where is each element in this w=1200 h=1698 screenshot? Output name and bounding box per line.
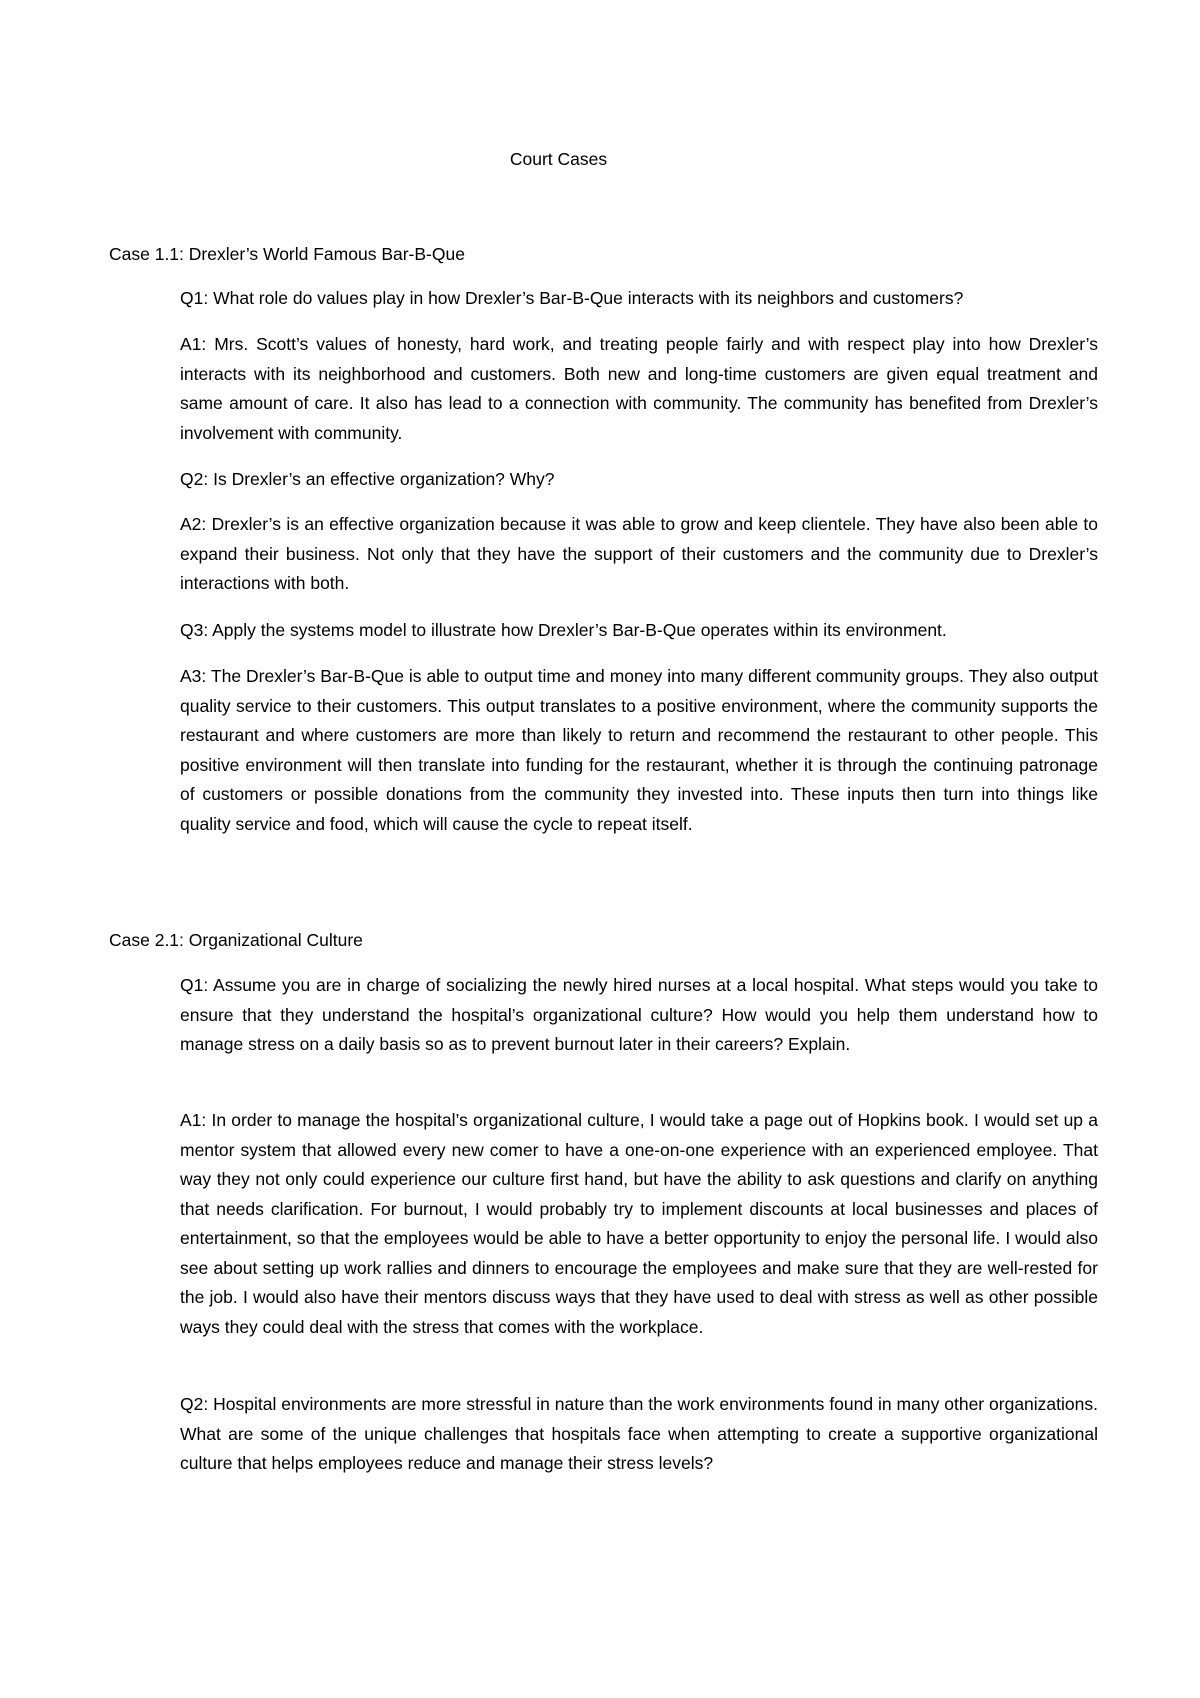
answer-text: Mrs. Scott’s values of honesty, hard work, and treating people fairly and with respect play into how Drexler’s interacts with its neighborhood and customers. Both new and long-time customers are given equal treatment and same amount of care. It also has lead to a connection with community. The community has benefited from Drexler’s involvement with community. xyxy=(180,334,1098,443)
question-label: Q1: xyxy=(180,975,209,995)
question-text: Assume you are in charge of socializing the newly hired nurses at a local hospital. What steps would you take to ensure that they understand the hospital’s organizational culture? How would you help them understand how to manage stress on a daily basis so as to prevent burnout later in their careers? Explain. xyxy=(180,975,1098,1054)
answer-1-1-a2 xyxy=(180,510,1098,599)
question-label: Q2: xyxy=(180,1394,209,1414)
answer-1-1-a1 xyxy=(180,330,1098,448)
answer-1-1-a3 xyxy=(180,662,1098,839)
case-heading-1-1: Case 1.1: Drexler’s World Famous Bar-B-Que xyxy=(109,244,465,264)
answer-2-1-a1 xyxy=(180,1106,1098,1342)
question-text: What role do values play in how Drexler’s Bar-B-Que interacts with its neighbors and customers? xyxy=(213,288,964,308)
answer-label: A3: xyxy=(180,666,207,686)
question-2-1-q1 xyxy=(180,971,1098,1060)
question-1-1-q2 xyxy=(180,465,1098,495)
answer-text: In order to manage the hospital’s organizational culture, I would take a page out of Hopkins book. I would set up a mentor system that allowed every new comer to have a one-on-one experience with an experienced employee. That way they not only could experience our culture first hand, but have the ability to ask questions and clarify on anything that needs clarification. For burnout, I would probably try to implement discounts at local businesses and places of entertainment, so that the employees would be able to have a better opportunity to enjoy the personal life. I would also see about setting up work rallies and dinners to encourage the employees and make sure that they are well-rested for the job. I would also have their mentors discuss ways that they have used to deal with stress as well as other possible ways they could deal with the stress that comes with the workplace. xyxy=(180,1110,1098,1337)
case-heading-2-1: Case 2.1: Organizational Culture xyxy=(109,930,363,950)
answer-text: Drexler’s is an effective organization because it was able to grow and keep clientele. They have also been able to expand their business. Not only that they have the support of their customers and the community due to Drexler’s interactions with both. xyxy=(180,514,1098,593)
question-1-1-q3 xyxy=(180,616,1098,646)
question-text: Hospital environments are more stressful in nature than the work environments found in many other organizations. What are some of the unique challenges that hospitals face when attempting to create a supportive organizational culture that helps employees reduce and manage their stress levels? xyxy=(180,1394,1098,1473)
question-1-1-q1 xyxy=(180,284,1098,314)
question-label: Q1: xyxy=(180,288,209,308)
question-label: Q3: xyxy=(180,620,209,640)
answer-label: A1: xyxy=(180,334,207,354)
question-2-1-q2 xyxy=(180,1390,1098,1479)
answer-label: A2: xyxy=(180,514,207,534)
answer-text: The Drexler’s Bar-B-Que is able to output time and money into many different community groups. They also output quality service to their customers. This output translates to a positive environment, where the community supports the restaurant and where customers are more than likely to return and recommend the restaurant to other people. This positive environment will then translate into funding for the restaurant, whether it is through the continuing patronage of customers or possible donations from the community they invested into. These inputs then turn into things like quality service and food, which will cause the cycle to repeat itself. xyxy=(180,666,1098,834)
question-label: Q2: xyxy=(180,469,209,489)
answer-label: A1: xyxy=(180,1110,207,1130)
document-title: Court Cases xyxy=(509,149,608,169)
question-text: Apply the systems model to illustrate how Drexler’s Bar-B-Que operates within its environment. xyxy=(212,620,947,640)
question-text: Is Drexler’s an effective organization? Why? xyxy=(213,469,555,489)
